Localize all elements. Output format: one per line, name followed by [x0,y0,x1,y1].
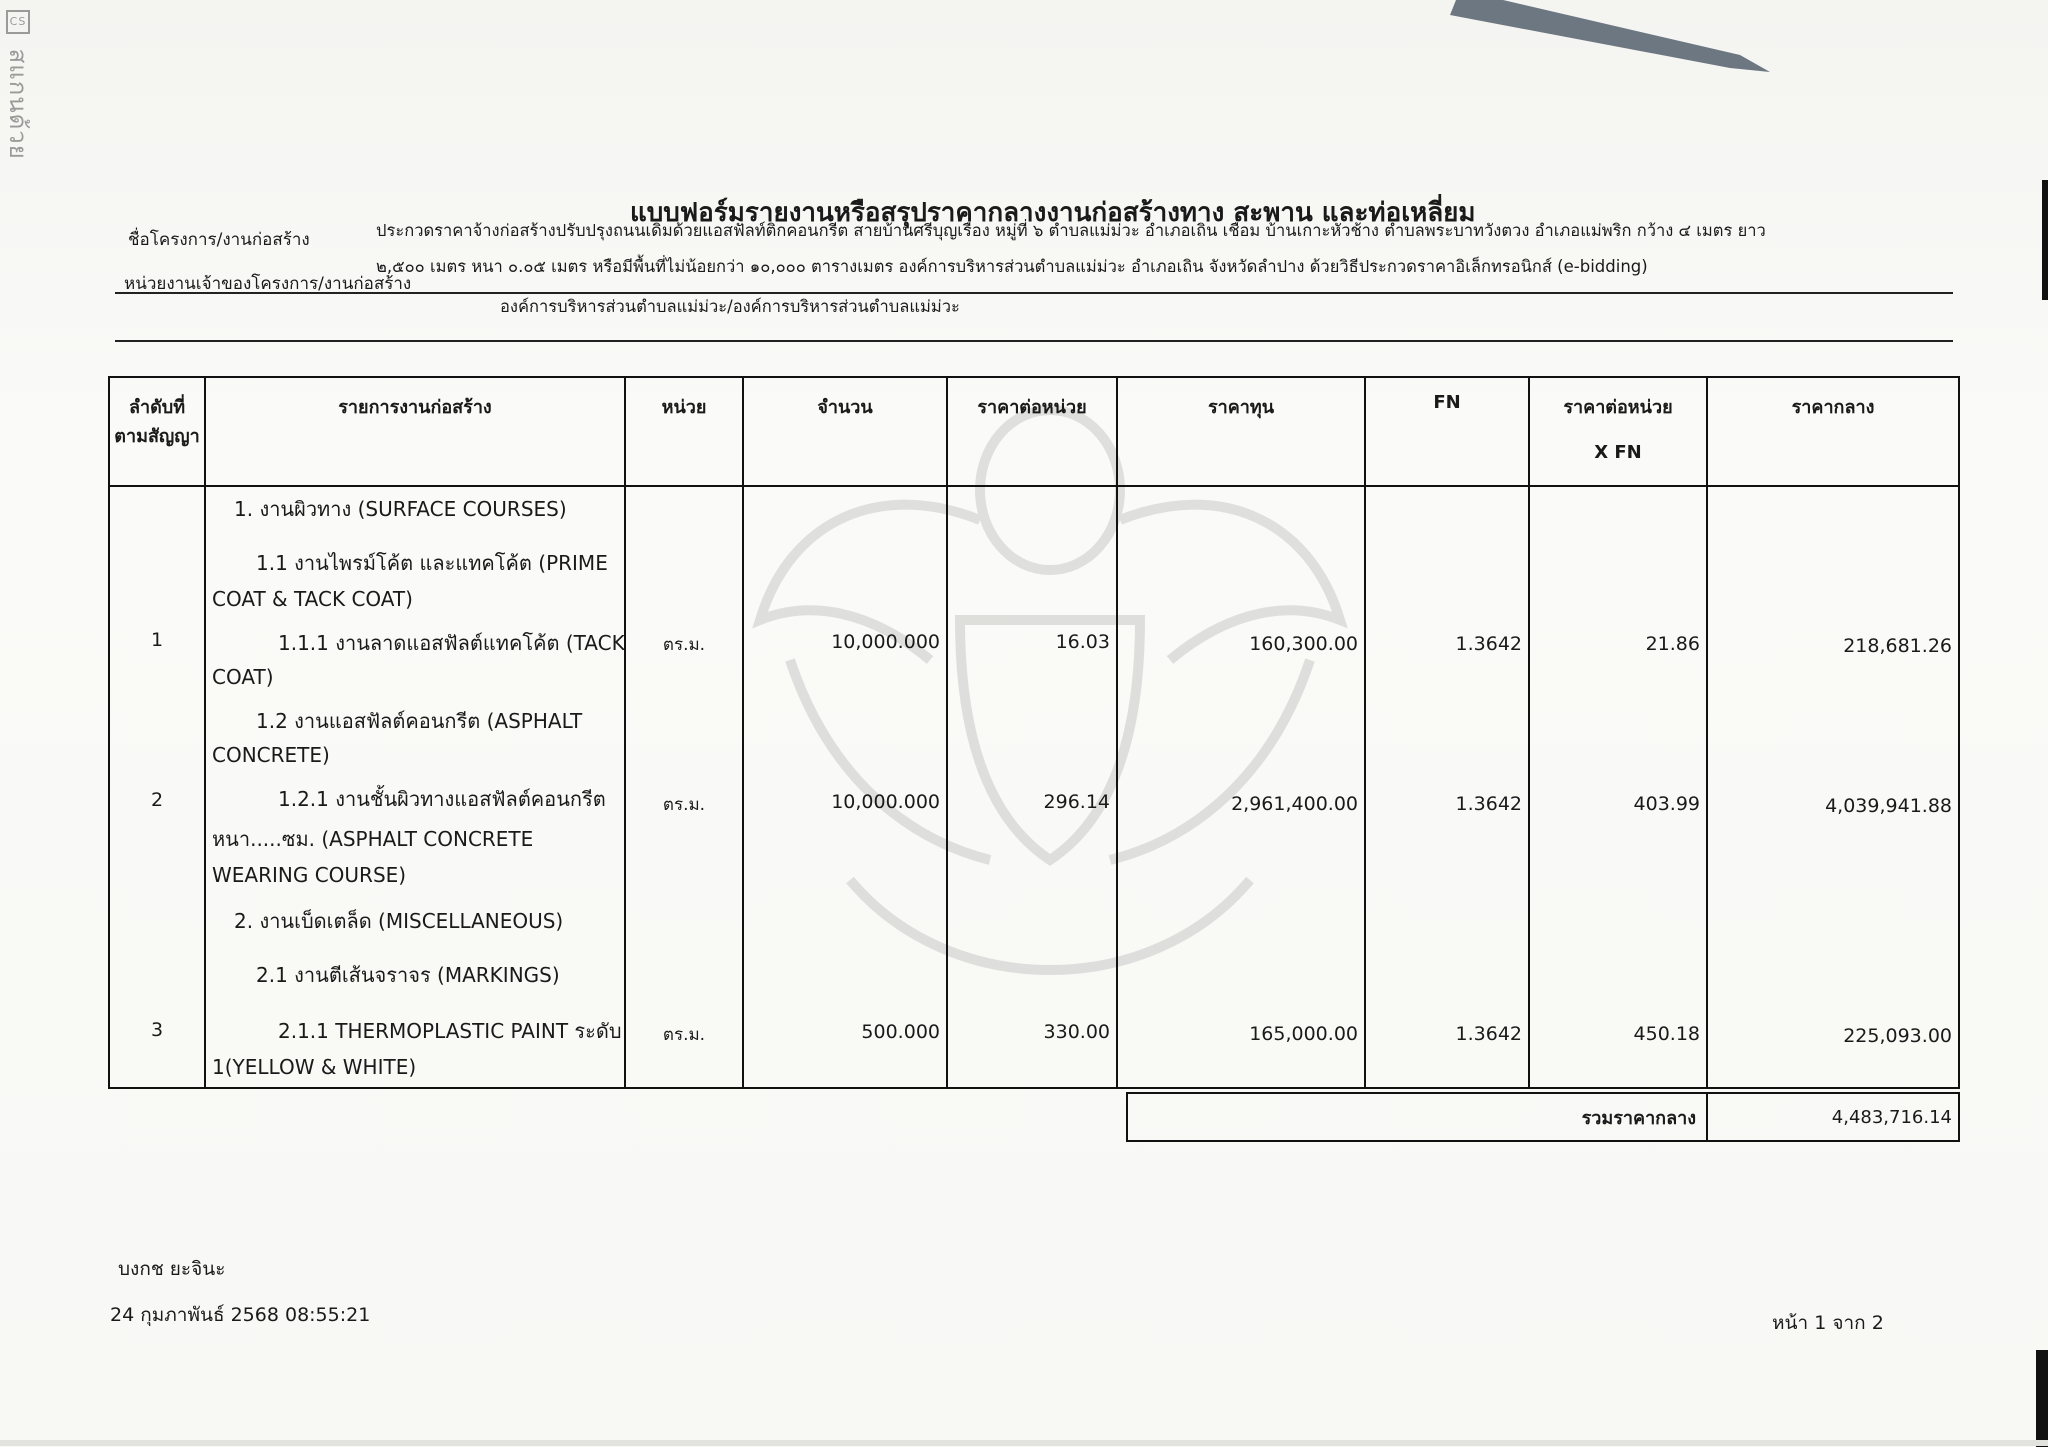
row-3-unit-price-fn: 450.18 [1633,1023,1700,1045]
document-title: แบบฟอร์มรายงานหรือสรุปราคากลางงานก่อสร้างทาง สะพาน และท่อเหลี่ยม [630,198,1476,228]
qty-column [743,486,947,1088]
row-1-fn: 1.3642 [1455,633,1522,655]
header-rule-2 [115,340,1953,342]
row-1-median: 218,681.26 [1843,635,1952,657]
header-item: รายการงานก่อสร้าง [205,377,625,486]
desc-line: 1. งานผิวทาง (SURFACE COURSES) [234,497,567,521]
project-line-1: ประกวดราคาจ้างก่อสร้างปรับปรุงถนนเดิมด้วยแอสฟัลท์ติกคอนกรีต สายบ้านศรีบุญเรือง หมู่ที่ ๖ ตำบลแม่ม่วะ อำเภอเถิน เชื่อม บ้านเกาะหัวช้าง ตำบลพระบาทวังตวง อำเภอแม่พริก กว้าง ๔ เมตร ยาว [376,221,1766,240]
agency-label: หน่วยงานเจ้าของโครงการ/งานก่อสร้าง [124,274,412,294]
project-line-2: ๒,๕๐๐ เมตร หนา ๐.๐๕ เมตร หรือมีพื้นที่ไม่น้อยกว่า ๑๐,๐๐๐ ตารางเมตร องค์การบริหารส่วนตำบลแม่ม่วะ อำเภอเถิน จังหวัดลำปาง ด้วยวิธีประกวดราคาอิเล็กทรอนิกส์ (e-bidding) [376,257,1648,276]
total-label: รวมราคากลาง [1127,1093,1707,1141]
row-3-fn: 1.3642 [1455,1023,1522,1045]
page-edge-mark [2042,180,2048,300]
row-1-unit-price-fn: 21.86 [1645,633,1700,655]
header-median: ราคากลาง [1707,377,1959,486]
desc-line: 1.1 งานไพรม์โค้ต และแทคโค้ต (PRIME [256,551,608,575]
fn-column [1365,486,1529,1088]
cost-column [1117,486,1365,1088]
row-3-cost: 165,000.00 [1249,1023,1358,1045]
price-table [108,376,1960,1089]
row-1-unit: ตร.ม. [662,635,706,655]
row-2-cost: 2,961,400.00 [1231,793,1358,815]
desc-line: 1.2 งานแอสฟัลต์คอนกรีต (ASPHALT [256,709,583,733]
header-unit-price-fn: ราคาต่อหน่วย X FN [1529,377,1707,486]
footer-datetime: 24 กุมภาพันธ์ 2568 08:55:21 [110,1304,371,1326]
row-2-fn: 1.3642 [1455,793,1522,815]
row-1-seq: 1 [150,629,164,651]
item-column [205,486,625,1088]
desc-line: COAT) [212,665,274,689]
total-value: 4,483,716.14 [1707,1093,1959,1141]
desc-line: 2.1 งานตีเส้นจราจร (MARKINGS) [256,963,560,987]
pen-shadow-icon [1440,0,1800,90]
desc-line: 2. งานเบ็ดเตล็ด (MISCELLANEOUS) [234,909,564,933]
unit-price-fn-column [1529,486,1707,1088]
row-1-qty: 10,000.000 [831,631,940,653]
row-3-seq: 3 [150,1019,164,1041]
desc-line: 1.1.1 งานลาดแอสฟัลต์แทคโค้ต (TACK [278,631,625,655]
header-fn: FN [1365,377,1529,486]
header-unit: หน่วย [625,377,743,486]
camscanner-text: สแกนด้วย [4,48,32,160]
footer-name: บงกช ยะจินะ [118,1258,226,1280]
seq-column [109,486,205,1088]
row-2-unit: ตร.ม. [662,795,706,815]
unit-column [625,486,743,1088]
row-2-qty: 10,000.000 [831,791,940,813]
desc-line: COAT & TACK COAT) [212,587,413,611]
row-2-median: 4,039,941.88 [1825,795,1952,817]
project-label: ชื่อโครงการ/งานก่อสร้าง [128,230,310,250]
header-qty: จำนวน [743,377,947,486]
header-seq: ลำดับที่ ตามสัญญา [109,377,205,486]
header-unit-price: ราคาต่อหน่วย [947,377,1117,486]
camscanner-watermark [4,10,38,330]
page-edge-mark-bottom [2036,1350,2048,1447]
row-3-unit: ตร.ม. [662,1025,706,1045]
desc-line: CONCRETE) [212,743,330,767]
row-3-unit-price: 330.00 [1043,1021,1110,1043]
total-table [1126,1092,1960,1142]
row-3-median: 225,093.00 [1843,1025,1952,1047]
desc-line: 1.2.1 งานชั้นผิวทางแอสฟัลต์คอนกรีต [278,787,606,811]
desc-line: WEARING COURSE) [212,863,407,887]
page-number: หน้า 1 จาก 2 [1772,1312,1884,1334]
agency-value: องค์การบริหารส่วนตำบลแม่ม่วะ/องค์การบริหารส่วนตำบลแม่ม่วะ [500,297,960,316]
desc-line: 2.1.1 THERMOPLASTIC PAINT ระดับ [278,1019,622,1043]
desc-line: 1(YELLOW & WHITE) [212,1055,417,1079]
row-3-qty: 500.000 [861,1021,940,1043]
camscanner-logo-icon: CS [6,10,30,34]
row-2-unit-price: 296.14 [1043,791,1110,813]
header-cost: ราคาทุน [1117,377,1365,486]
row-1-unit-price: 16.03 [1055,631,1110,653]
row-1-cost: 160,300.00 [1249,633,1358,655]
row-2-unit-price-fn: 403.99 [1633,793,1700,815]
median-column [1707,486,1959,1088]
page-bottom-edge [0,1440,2048,1446]
unit-price-column [947,486,1117,1088]
desc-line: หนา.....ซม. (ASPHALT CONCRETE [212,827,534,851]
row-2-seq: 2 [150,789,164,811]
